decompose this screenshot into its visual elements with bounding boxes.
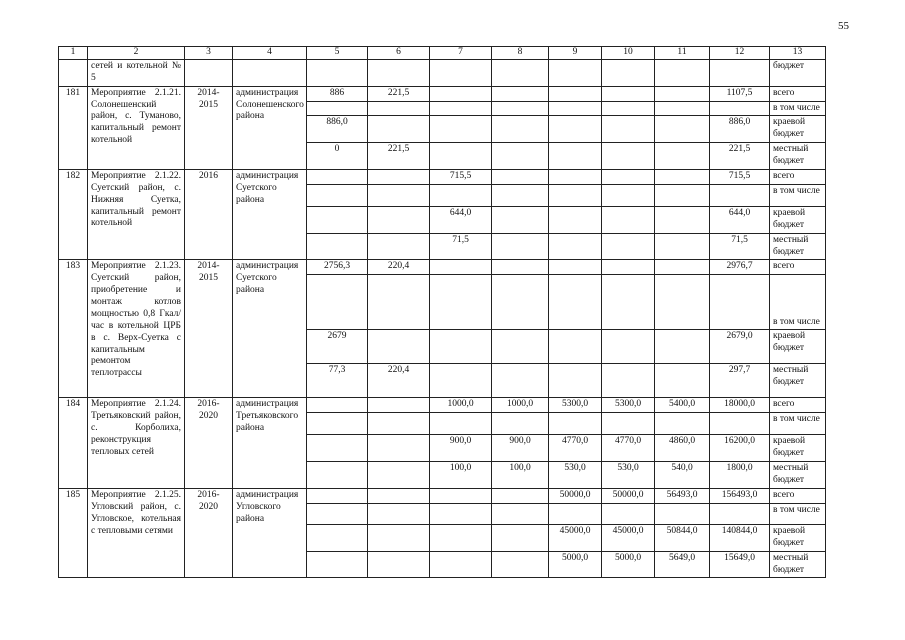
column-header: 10 — [602, 47, 655, 60]
years: 2014-2015 — [185, 260, 233, 398]
amount-cell: 715,5 — [710, 169, 770, 184]
amount-cell — [492, 116, 549, 143]
amount-cell: 4770,0 — [549, 435, 602, 462]
amount-cell: 50844,0 — [655, 524, 710, 551]
amount-cell: 221,5 — [710, 143, 770, 170]
source-label: в том числе — [770, 184, 826, 206]
cell — [655, 59, 710, 86]
amount-cell: 15649,0 — [710, 551, 770, 578]
amount-cell: 5000,0 — [602, 551, 655, 578]
amount-cell — [492, 206, 549, 233]
years: 2016 — [185, 169, 233, 260]
amount-cell — [655, 116, 710, 143]
amount-cell — [549, 143, 602, 170]
amount-cell — [492, 260, 549, 275]
amount-cell — [602, 116, 655, 143]
amount-cell — [655, 260, 710, 275]
amount-cell — [430, 488, 492, 503]
amount-cell — [549, 364, 602, 398]
source-label: краевой бюджет — [770, 524, 826, 551]
source-label: в том числе — [770, 275, 826, 330]
column-header: 1 — [59, 47, 88, 60]
amount-cell: 715,5 — [430, 169, 492, 184]
amount-cell: 886 — [307, 86, 368, 101]
program-table — [58, 46, 826, 578]
amount-cell — [549, 413, 602, 435]
amount-cell — [492, 233, 549, 260]
column-header: 9 — [549, 47, 602, 60]
amount-cell — [368, 101, 430, 116]
amount-cell — [307, 206, 368, 233]
source-label: в том числе — [770, 413, 826, 435]
continuation-row — [59, 59, 826, 86]
amount-cell — [307, 488, 368, 503]
amount-cell — [655, 184, 710, 206]
amount-cell: 644,0 — [710, 206, 770, 233]
years: 2016-2020 — [185, 398, 233, 489]
header-row — [59, 47, 826, 60]
amount-cell — [492, 169, 549, 184]
amount-cell: 886,0 — [710, 116, 770, 143]
amount-cell: 886,0 — [307, 116, 368, 143]
amount-cell — [549, 275, 602, 330]
amount-cell: 530,0 — [602, 462, 655, 489]
amount-cell — [602, 169, 655, 184]
amount-cell — [549, 503, 602, 524]
amount-cell — [368, 435, 430, 462]
amount-cell: 540,0 — [655, 462, 710, 489]
amount-cell — [655, 169, 710, 184]
amount-cell — [655, 364, 710, 398]
amount-cell — [368, 116, 430, 143]
cell — [492, 59, 549, 86]
source-label: всего — [770, 260, 826, 275]
cell — [710, 59, 770, 86]
source-label: всего — [770, 169, 826, 184]
amount-cell — [492, 524, 549, 551]
amount-cell: 4860,0 — [655, 435, 710, 462]
table-row — [59, 260, 826, 275]
amount-cell: 1800,0 — [710, 462, 770, 489]
activity-name: Мероприятие 2.1.22. Суетский район, с. Нижняя Суетка, капитальный ремонт котельной — [88, 169, 185, 260]
table-row — [59, 398, 826, 413]
amount-cell — [307, 275, 368, 330]
amount-cell — [430, 551, 492, 578]
amount-cell: 5400,0 — [655, 398, 710, 413]
source-label: краевой бюджет — [770, 116, 826, 143]
years: 2016-2020 — [185, 488, 233, 578]
column-header: 8 — [492, 47, 549, 60]
amount-cell — [492, 143, 549, 170]
amount-cell: 156493,0 — [710, 488, 770, 503]
column-header: 4 — [233, 47, 307, 60]
amount-cell: 5649,0 — [655, 551, 710, 578]
amount-cell — [307, 462, 368, 489]
row-number: 185 — [59, 488, 88, 578]
amount-cell: 5300,0 — [602, 398, 655, 413]
amount-cell — [368, 233, 430, 260]
amount-cell: 2756,3 — [307, 260, 368, 275]
source-label: местный бюджет — [770, 364, 826, 398]
amount-cell — [368, 462, 430, 489]
table-row — [59, 169, 826, 184]
source-label: краевой бюджет — [770, 330, 826, 364]
amount-cell — [549, 169, 602, 184]
row-number: 181 — [59, 86, 88, 169]
column-header: 2 — [88, 47, 185, 60]
cell — [185, 59, 233, 86]
amount-cell — [368, 206, 430, 233]
amount-cell: 2679,0 — [710, 330, 770, 364]
amount-cell — [655, 206, 710, 233]
amount-cell — [368, 551, 430, 578]
amount-cell — [307, 413, 368, 435]
amount-cell — [710, 184, 770, 206]
amount-cell — [430, 524, 492, 551]
amount-cell: 220,4 — [368, 260, 430, 275]
amount-cell — [492, 488, 549, 503]
source-label: всего — [770, 488, 826, 503]
amount-cell — [549, 233, 602, 260]
cell — [368, 59, 430, 86]
amount-cell — [602, 330, 655, 364]
amount-cell — [602, 413, 655, 435]
source-label: всего — [770, 86, 826, 101]
amount-cell: 5300,0 — [549, 398, 602, 413]
amount-cell: 1000,0 — [492, 398, 549, 413]
row-number: 184 — [59, 398, 88, 489]
amount-cell — [549, 101, 602, 116]
amount-cell — [655, 330, 710, 364]
amount-cell — [655, 413, 710, 435]
amount-cell: 0 — [307, 143, 368, 170]
amount-cell — [430, 260, 492, 275]
amount-cell: 2679 — [307, 330, 368, 364]
amount-cell — [655, 275, 710, 330]
amount-cell — [430, 413, 492, 435]
column-header: 3 — [185, 47, 233, 60]
activity-name: Мероприятие 2.1.25. Угловский район, с. Угловское, котельная с тепловыми сетями — [88, 488, 185, 578]
amount-cell — [602, 184, 655, 206]
amount-cell — [710, 101, 770, 116]
amount-cell — [602, 275, 655, 330]
amount-cell: 45000,0 — [549, 524, 602, 551]
amount-cell — [307, 551, 368, 578]
amount-cell — [307, 169, 368, 184]
amount-cell — [549, 330, 602, 364]
table-row — [59, 488, 826, 503]
amount-cell: 100,0 — [430, 462, 492, 489]
column-header: 13 — [770, 47, 826, 60]
amount-cell — [602, 233, 655, 260]
amount-cell: 4770,0 — [602, 435, 655, 462]
column-header: 12 — [710, 47, 770, 60]
amount-cell — [430, 275, 492, 330]
amount-cell — [492, 101, 549, 116]
activity-name: Мероприятие 2.1.24. Третьяковский район, с. Корболиха, реконструкция тепловых сетей — [88, 398, 185, 489]
amount-cell — [492, 86, 549, 101]
amount-cell — [549, 260, 602, 275]
amount-cell — [602, 503, 655, 524]
amount-cell — [430, 184, 492, 206]
amount-cell — [602, 86, 655, 101]
source-label: бюджет — [770, 59, 826, 86]
cell — [307, 59, 368, 86]
amount-cell — [710, 275, 770, 330]
column-header: 11 — [655, 47, 710, 60]
amount-cell — [492, 275, 549, 330]
amount-cell — [368, 398, 430, 413]
amount-cell — [307, 435, 368, 462]
activity-name: Мероприятие 2.1.21. Солонешенский район, с. Туманово, капитальный ремонт котельной — [88, 86, 185, 169]
amount-cell: 56493,0 — [655, 488, 710, 503]
cell — [59, 59, 88, 86]
amount-cell: 16200,0 — [710, 435, 770, 462]
amount-cell — [602, 260, 655, 275]
amount-cell — [430, 503, 492, 524]
amount-cell — [710, 503, 770, 524]
amount-cell: 100,0 — [492, 462, 549, 489]
amount-cell — [307, 503, 368, 524]
cell — [602, 59, 655, 86]
amount-cell — [655, 233, 710, 260]
amount-cell — [368, 275, 430, 330]
amount-cell — [492, 551, 549, 578]
amount-cell: 1000,0 — [430, 398, 492, 413]
amount-cell — [430, 86, 492, 101]
table-row — [59, 86, 826, 101]
amount-cell: 45000,0 — [602, 524, 655, 551]
cell — [233, 59, 307, 86]
cell — [549, 59, 602, 86]
amount-cell — [430, 101, 492, 116]
source-label: краевой бюджет — [770, 206, 826, 233]
amount-cell — [368, 184, 430, 206]
column-header: 5 — [307, 47, 368, 60]
amount-cell: 71,5 — [430, 233, 492, 260]
amount-cell — [602, 206, 655, 233]
row-number: 182 — [59, 169, 88, 260]
amount-cell: 50000,0 — [549, 488, 602, 503]
source-label: местный бюджет — [770, 143, 826, 170]
amount-cell: 50000,0 — [602, 488, 655, 503]
column-header: 7 — [430, 47, 492, 60]
amount-cell: 221,5 — [368, 86, 430, 101]
amount-cell: 297,7 — [710, 364, 770, 398]
amount-cell — [710, 413, 770, 435]
source-label: местный бюджет — [770, 233, 826, 260]
amount-cell — [655, 101, 710, 116]
amount-cell — [430, 330, 492, 364]
amount-cell — [368, 413, 430, 435]
amount-cell — [307, 398, 368, 413]
source-label: местный бюджет — [770, 551, 826, 578]
amount-cell: 530,0 — [549, 462, 602, 489]
executor: администрация Суетского района — [233, 260, 307, 398]
amount-cell: 2976,7 — [710, 260, 770, 275]
source-label: в том числе — [770, 503, 826, 524]
amount-cell — [602, 143, 655, 170]
amount-cell — [368, 524, 430, 551]
amount-cell: 5000,0 — [549, 551, 602, 578]
amount-cell: 220,4 — [368, 364, 430, 398]
page-number: 55 — [838, 20, 849, 32]
executor: администрация Угловского района — [233, 488, 307, 578]
amount-cell — [430, 143, 492, 170]
amount-cell — [307, 233, 368, 260]
amount-cell: 644,0 — [430, 206, 492, 233]
source-label: краевой бюджет — [770, 435, 826, 462]
amount-cell — [549, 206, 602, 233]
amount-cell — [655, 143, 710, 170]
continuation-name: сетей и котельной № 5 — [88, 59, 185, 86]
activity-name: Мероприятие 2.1.23. Суетский район, приобретение и монтаж котлов мощностью 0,8 Гкал/час в котельной ЦРБ в с. Верх-Суетка с капитальным ремонтом теплотрассы — [88, 260, 185, 398]
amount-cell — [307, 524, 368, 551]
executor: администрация Солонешенского района — [233, 86, 307, 169]
amount-cell — [549, 86, 602, 101]
amount-cell — [602, 364, 655, 398]
amount-cell — [492, 184, 549, 206]
amount-cell — [368, 330, 430, 364]
executor: администрация Суетского района — [233, 169, 307, 260]
amount-cell — [492, 503, 549, 524]
amount-cell — [368, 503, 430, 524]
column-header: 6 — [368, 47, 430, 60]
executor: администрация Третьяковского района — [233, 398, 307, 489]
amount-cell: 18000,0 — [710, 398, 770, 413]
source-label: местный бюджет — [770, 462, 826, 489]
cell — [430, 59, 492, 86]
amount-cell — [492, 413, 549, 435]
amount-cell — [430, 364, 492, 398]
amount-cell — [549, 184, 602, 206]
amount-cell — [368, 488, 430, 503]
amount-cell: 71,5 — [710, 233, 770, 260]
amount-cell: 77,3 — [307, 364, 368, 398]
amount-cell — [368, 169, 430, 184]
amount-cell — [549, 116, 602, 143]
source-label: в том числе — [770, 101, 826, 116]
years: 2014-2015 — [185, 86, 233, 169]
amount-cell: 140844,0 — [710, 524, 770, 551]
amount-cell: 900,0 — [430, 435, 492, 462]
amount-cell — [655, 86, 710, 101]
amount-cell: 221,5 — [368, 143, 430, 170]
row-number: 183 — [59, 260, 88, 398]
amount-cell — [492, 364, 549, 398]
amount-cell — [430, 116, 492, 143]
amount-cell — [602, 101, 655, 116]
amount-cell: 1107,5 — [710, 86, 770, 101]
amount-cell — [655, 503, 710, 524]
amount-cell: 900,0 — [492, 435, 549, 462]
amount-cell — [492, 330, 549, 364]
source-label: всего — [770, 398, 826, 413]
amount-cell — [307, 101, 368, 116]
amount-cell — [307, 184, 368, 206]
